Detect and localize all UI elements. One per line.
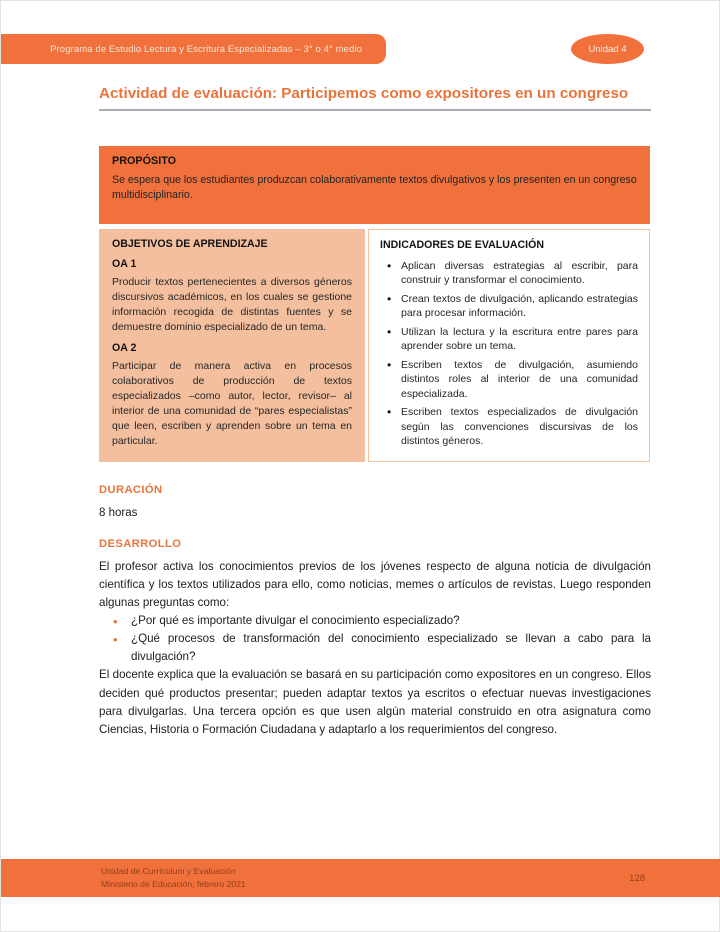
desarrollo-paragraph-1: El profesor activa los conocimientos previos de los jóvenes respecto de alguna noticia de divulgación científica y los textos utilizados para ello, como noticias, memes o artículos de revistas. Luego responden algunas preguntas como: bbox=[99, 560, 651, 610]
indicadores-column bbox=[368, 229, 650, 462]
duracion-heading: DURACIÓN bbox=[99, 484, 163, 496]
oa1-text: Producir textos pertenecientes a diversos géneros discursivos académicos, en los cuales se gestione información recogida de distintas fuentes y se demuestre dominio especializado de un tema. bbox=[112, 276, 352, 333]
desarrollo-questions-list bbox=[99, 612, 651, 666]
objetivos-column bbox=[99, 229, 365, 462]
desarrollo-heading: DESARROLLO bbox=[99, 538, 182, 550]
unit-badge-label: Unidad 4 bbox=[588, 43, 627, 55]
proposito-box bbox=[99, 146, 650, 224]
page-title: Actividad de evaluación: Participemos como expositores en un congreso bbox=[99, 85, 651, 111]
indicador-item: • Escriben textos de divulgación, asumiendo distintos roles al interior de una comunidad especializada. bbox=[380, 358, 638, 401]
program-label: Programa de Estudio Lectura y Escritura Especializadas – 3° o 4° medio bbox=[50, 43, 362, 55]
unit-badge bbox=[571, 34, 644, 64]
duracion-value: 8 horas bbox=[99, 507, 138, 519]
program-header-bar bbox=[1, 34, 386, 64]
indicador-item: • Crean textos de divulgación, aplicando estrategias para procesar información. bbox=[380, 292, 638, 321]
indicador-item: • Escriben textos especializados de divulgación según las convenciones discursivas de los distintos géneros. bbox=[380, 405, 638, 448]
oa2-text: Participar de manera activa en procesos colaborativos de producción de textos especializados –como autor, lector, revisor– al interior de una comunidad de “pares especialistas” que leen, escriben y aprenden sobre un tema en particular. bbox=[112, 360, 352, 447]
desarrollo-paragraph-2: El docente explica que la evaluación se basará en su participación como expositores en un congreso. Ellos deciden qué productos presentar; pueden adaptar textos ya escritos o efectuar nuevas investigaciones para divulgarlas. Una tercera opción es que usen algún material construido en otra asignatura como Ciencias, Historia o Formación Ciudadana y adaptarlo a los requerimientos del congreso. bbox=[99, 668, 651, 736]
objectives-indicators-table bbox=[99, 229, 650, 462]
indicador-item: • Aplican diversas estrategias al escribir, para construir y transformar el conocimiento. bbox=[380, 259, 638, 288]
desarrollo-body bbox=[99, 558, 651, 739]
footer-line1: Unidad de Currículum y Evaluación bbox=[101, 865, 236, 876]
footer-line2: Ministerio de Educación, febrero 2021 bbox=[101, 879, 246, 889]
page-footer-bar bbox=[1, 859, 720, 897]
indicador-item: • Utilizan la lectura y la escritura entre pares para aprender sobre un tema. bbox=[380, 325, 638, 354]
oa2-label: OA 2 bbox=[112, 342, 137, 354]
proposito-body: Se espera que los estudiantes produzcan colaborativamente textos divulgativos y los presenten en un congreso multidisciplinario. bbox=[112, 174, 637, 202]
footer-credits bbox=[101, 865, 246, 892]
indicadores-list bbox=[380, 259, 638, 449]
question-item: • ¿Por qué es importante divulgar el conocimiento especializado? bbox=[99, 612, 651, 630]
oa1-label: OA 1 bbox=[112, 258, 137, 270]
indicadores-heading: INDICADORES DE EVALUACIÓN bbox=[380, 239, 545, 251]
page-number: 128 bbox=[629, 872, 645, 884]
question-item: • ¿Qué procesos de transformación del conocimiento especializado se llevan a cabo para la divulgación? bbox=[99, 630, 651, 666]
objetivos-heading: OBJETIVOS DE APRENDIZAJE bbox=[112, 238, 268, 250]
proposito-heading: PROPÓSITO bbox=[112, 155, 176, 167]
